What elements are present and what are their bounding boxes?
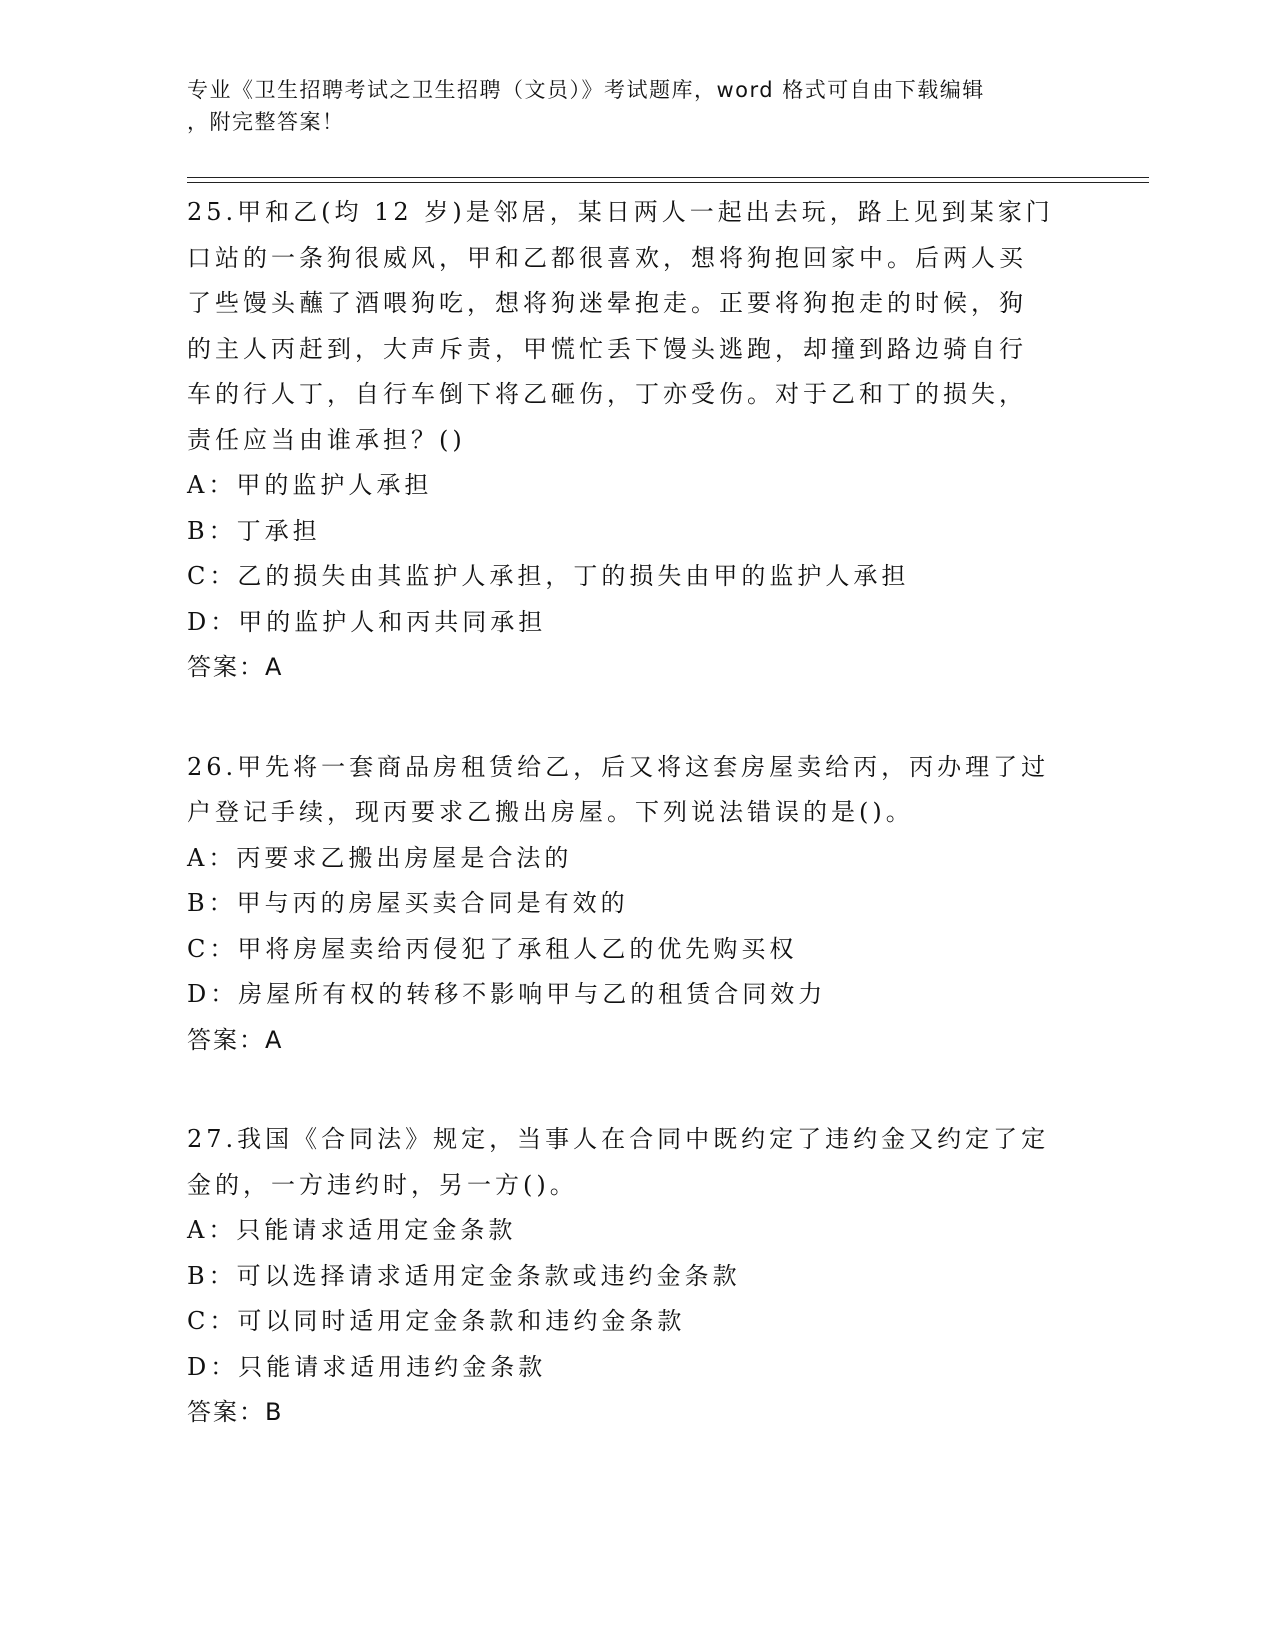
option-d: D：只能请求适用违约金条款 [187, 1352, 547, 1381]
option-c: C：甲将房屋卖给丙侵犯了承租人乙的优先购买权 [187, 934, 798, 963]
question-stem [187, 745, 1067, 836]
option-c: C：可以同时适用定金条款和违约金条款 [187, 1307, 686, 1335]
answer: 答案：A [187, 1025, 284, 1054]
question-27 [187, 1117, 1067, 1436]
option-b: B：可以选择请求适用定金条款或违约金条款 [187, 1261, 741, 1290]
stem-line: 25.甲和乙(均 12 岁)是邻居，某日两人一起出去玩，路上见到某家门 [187, 198, 1054, 226]
stem-line: 责任应当由谁承担？() [187, 425, 466, 454]
option-d: D：甲的监护人和丙共同承担 [187, 607, 547, 636]
answer: 答案：B [187, 1398, 284, 1426]
header-line-1: 专业《卫生招聘考试之卫生招聘（文员）》考试题库，word 格式可自由下载编辑 [187, 78, 985, 102]
stem-line: 车的行人丁，自行车倒下将乙砸伤，丁亦受伤。对于乙和丁的损失， [187, 380, 1027, 408]
stem-line: 的主人丙赶到，大声斥责，甲慌忙丢下馒头逃跑，却撞到路边骑自行 [187, 334, 1027, 363]
option-d: D：房屋所有权的转移不影响甲与乙的租赁合同效力 [187, 980, 827, 1008]
question-stem [187, 190, 1067, 463]
stem-line: 27.我国《合同法》规定，当事人在合同中既约定了违约金又约定了定 [187, 1125, 1050, 1153]
stem-line: 金的，一方违约时，另一方()。 [187, 1170, 578, 1199]
option-a: A：只能请求适用定金条款 [187, 1216, 517, 1244]
stem-line: 26.甲先将一套商品房租赁给乙，后又将这套房屋卖给丙，丙办理了过 [187, 752, 1050, 781]
option-a: A：丙要求乙搬出房屋是合法的 [187, 843, 573, 872]
question-25 [187, 190, 1067, 691]
header-line-2: ，附完整答案！ [187, 110, 345, 134]
question-list [187, 190, 1067, 1490]
option-b: B：甲与丙的房屋买卖合同是有效的 [187, 889, 629, 917]
document-header [187, 74, 1067, 138]
stem-line: 了些馒头蘸了酒喂狗吃，想将狗迷晕抱走。正要将狗抱走的时候，狗 [187, 289, 1027, 317]
answer: 答案：A [187, 653, 284, 681]
question-26 [187, 745, 1067, 1064]
option-b: B：丁承担 [187, 516, 321, 545]
option-c: C：乙的损失由其监护人承担，丁的损失由甲的监护人承担 [187, 562, 910, 590]
option-a: A：甲的监护人承担 [187, 471, 433, 499]
header-divider-top [187, 177, 1149, 178]
header-divider-bottom [187, 182, 1149, 183]
stem-line: 户登记手续，现丙要求乙搬出房屋。下列说法错误的是()。 [187, 798, 914, 826]
stem-line: 口站的一条狗很威风，甲和乙都很喜欢，想将狗抱回家中。后两人买 [187, 243, 1027, 272]
question-stem [187, 1117, 1067, 1208]
